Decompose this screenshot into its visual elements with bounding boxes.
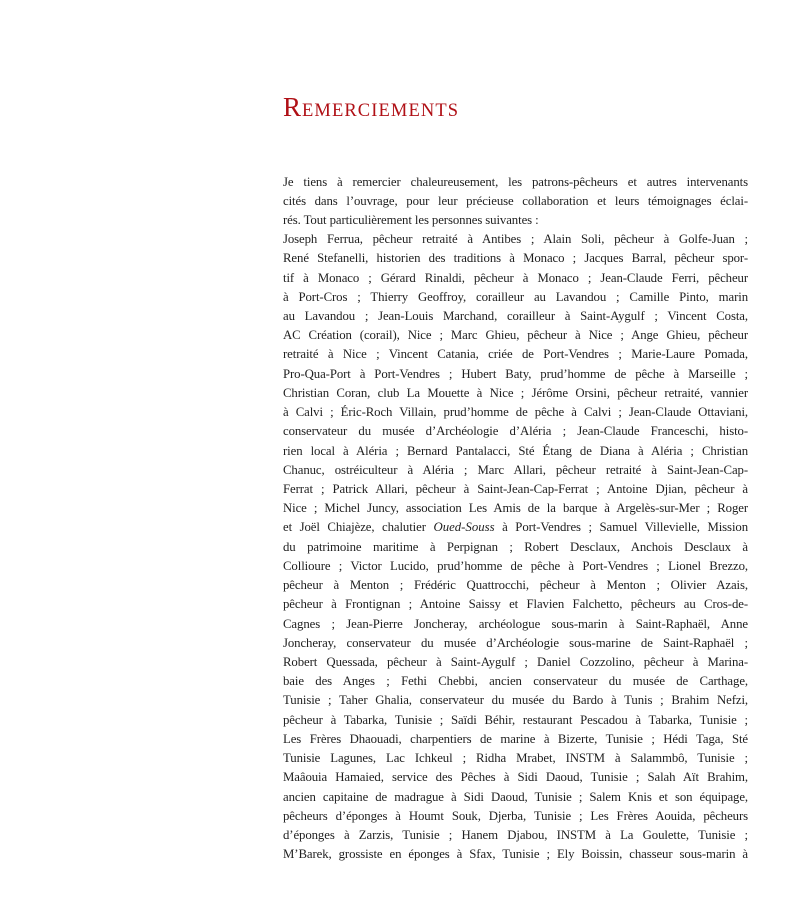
text-segment: à Port-Vendres ; Samuel Villevielle, Mission xyxy=(494,520,748,535)
text-line xyxy=(283,749,748,768)
text-segment: cités dans l’ouvrage, pour leur précieuse collaboration et leurs témoignages éclai- xyxy=(283,193,748,208)
text-line xyxy=(283,192,748,211)
text-segment: et Joël Chiajèze, chalutier xyxy=(283,520,434,535)
text-line xyxy=(283,691,748,710)
text-line xyxy=(283,211,748,230)
text-segment: M’Barek, grossiste en éponges à Sfax, Tunisie ; Ely Boissin, chasseur sous-marin à xyxy=(283,847,748,862)
text-segment: d’éponges à Zarzis, Tunisie ; Hanem Djabou, INSTM à La Goulette, Tunisie ; xyxy=(283,827,748,842)
text-line xyxy=(283,711,748,730)
text-segment: pêcheurs d’éponges à Houmt Souk, Djerba, Tunisie ; Les Frères Aouida, pêcheurs xyxy=(283,808,748,823)
text-segment: Pro-Qua-Port à Port-Vendres ; Hubert Baty, prud’homme de pêche à Marseille ; xyxy=(283,366,748,381)
page-title-initial: R xyxy=(283,92,303,122)
text-segment: rien local à Aléria ; Bernard Pantalacci, Sté Étang de Diana à Aléria ; Christian xyxy=(283,443,748,458)
text-line xyxy=(283,768,748,787)
text-segment: baie des Anges ; Fethi Chebbi, ancien conservateur du musée de Carthage, xyxy=(283,674,748,689)
page-title xyxy=(283,94,459,121)
text-segment: Joncheray, conservateur du musée d’Archéologie sous-marine de Saint-Raphaël ; xyxy=(283,635,748,650)
text-line xyxy=(283,288,748,307)
text-segment: Christian Coran, club La Mouette à Nice ; Jérôme Orsini, pêcheur retraité, vannier xyxy=(283,385,748,400)
text-line xyxy=(283,557,748,576)
text-line xyxy=(283,269,748,288)
boat-name-italic: Oued-Souss xyxy=(433,520,495,535)
text-segment: pêcheur à Frontignan ; Antoine Saissy et Flavien Falchetto, pêcheurs au Cros-de- xyxy=(283,597,748,612)
page-title-rest: EMERCIEMENTS xyxy=(302,101,460,121)
text-line xyxy=(283,672,748,691)
text-segment: du patrimoine maritime à Perpignan ; Robert Desclaux, Anchois Desclaux à xyxy=(283,539,748,554)
text-line xyxy=(283,480,748,499)
text-segment: Ferrat ; Patrick Allari, pêcheur à Saint-Jean-Cap-Ferrat ; Antoine Djian, pêcheur à xyxy=(283,482,748,496)
text-segment: pêcheur à Menton ; Frédéric Quattrocchi, pêcheur à Menton ; Olivier Azais, xyxy=(283,578,748,593)
text-segment: retraité à Nice ; Vincent Catania, criée de Port-Vendres ; Marie-Laure Pomada, xyxy=(283,347,748,362)
text-line xyxy=(283,807,748,826)
text-line xyxy=(283,634,748,653)
text-line xyxy=(283,403,748,422)
text-line xyxy=(283,538,748,557)
text-line xyxy=(283,845,748,864)
text-line xyxy=(283,653,748,672)
text-line xyxy=(283,173,748,192)
text-line xyxy=(283,442,748,461)
text-line xyxy=(283,345,748,364)
text-line xyxy=(283,461,748,480)
text-segment: au Lavandou ; Jean-Louis Marchand, corailleur à Saint-Aygulf ; Vincent Costa, xyxy=(283,309,748,324)
text-segment: Les Frères Dhaouadi, charpentiers de marine à Bizerte, Tunisie ; Hédi Taga, Sté xyxy=(283,731,748,746)
text-segment: Maâouia Hamaied, service des Pêches à Sidi Daoud, Tunisie ; Salah Aït Brahim, xyxy=(283,770,748,785)
text-segment: pêcheur à Tabarka, Tunisie ; Saïdi Béhir, restaurant Pescadou à Tabarka, Tunisie ; xyxy=(283,712,748,727)
text-line xyxy=(283,365,748,384)
text-segment: conservateur du musée d’Archéologie d’Aléria ; Jean-Claude Franceschi, histo- xyxy=(283,424,748,439)
text-segment: Tunisie ; Taher Ghalia, conservateur du musée du Bardo à Tunis ; Brahim Nefzi, xyxy=(283,693,748,708)
text-line xyxy=(283,826,748,845)
text-segment: Chanuc, ostréiculteur à Aléria ; Marc Allari, pêcheur retraité à Saint-Jean-Cap- xyxy=(283,462,748,477)
text-line xyxy=(283,307,748,326)
text-line xyxy=(283,595,748,614)
text-line xyxy=(283,788,748,807)
text-segment: AC Création (corail), Nice ; Marc Ghieu, pêcheur à Nice ; Ange Ghieu, pêcheur xyxy=(283,328,748,343)
text-segment: Robert Quessada, pêcheur à Saint-Aygulf ; Daniel Cozzolino, pêcheur à Marina- xyxy=(283,654,748,669)
text-line xyxy=(283,384,748,403)
text-line xyxy=(283,422,748,441)
text-segment: à Calvi ; Éric-Roch Villain, prud’homme de pêche à Calvi ; Jean-Claude Ottaviani, xyxy=(283,405,748,420)
text-line xyxy=(283,499,748,518)
text-segment: Cagnes ; Jean-Pierre Joncheray, archéologue sous-marin à Saint-Raphaël, Anne xyxy=(283,616,748,631)
text-line xyxy=(283,518,748,537)
text-line xyxy=(283,615,748,634)
text-segment: René Stefanelli, historien des traditions à Monaco ; Jacques Barral, pêcheur spor- xyxy=(283,251,748,266)
text-segment: tif à Monaco ; Gérard Rinaldi, pêcheur à Monaco ; Jean-Claude Ferri, pêcheur xyxy=(283,270,748,285)
text-segment: rés. Tout particulièrement les personnes suivantes : xyxy=(283,212,539,227)
text-line xyxy=(283,249,748,268)
text-segment: Joseph Ferrua, pêcheur retraité à Antibes ; Alain Soli, pêcheur à Golfe-Juan ; xyxy=(283,232,748,247)
text-segment: Nice ; Michel Juncy, association Les Amis de la barque à Argelès-sur-Mer ; Roger xyxy=(283,501,748,516)
text-line xyxy=(283,230,748,249)
text-block xyxy=(283,173,748,865)
text-segment: à Port-Cros ; Thierry Geoffroy, corailleur au Lavandou ; Camille Pinto, marin xyxy=(283,289,748,304)
text-segment: ancien capitaine de madrague à Sidi Daoud, Tunisie ; Salem Knis et son équipage, xyxy=(283,789,748,804)
text-line xyxy=(283,576,748,595)
text-segment: Collioure ; Victor Lucido, prud’homme de pêche à Port-Vendres ; Lionel Brezzo, xyxy=(283,558,748,573)
text-line xyxy=(283,326,748,345)
text-segment: Je tiens à remercier chaleureusement, les patrons-pêcheurs et autres intervenants xyxy=(283,174,748,189)
text-line xyxy=(283,730,748,749)
text-segment: Tunisie Lagunes, Lac Ichkeul ; Ridha Mrabet, INSTM à Salammbô, Tunisie ; xyxy=(283,751,748,766)
